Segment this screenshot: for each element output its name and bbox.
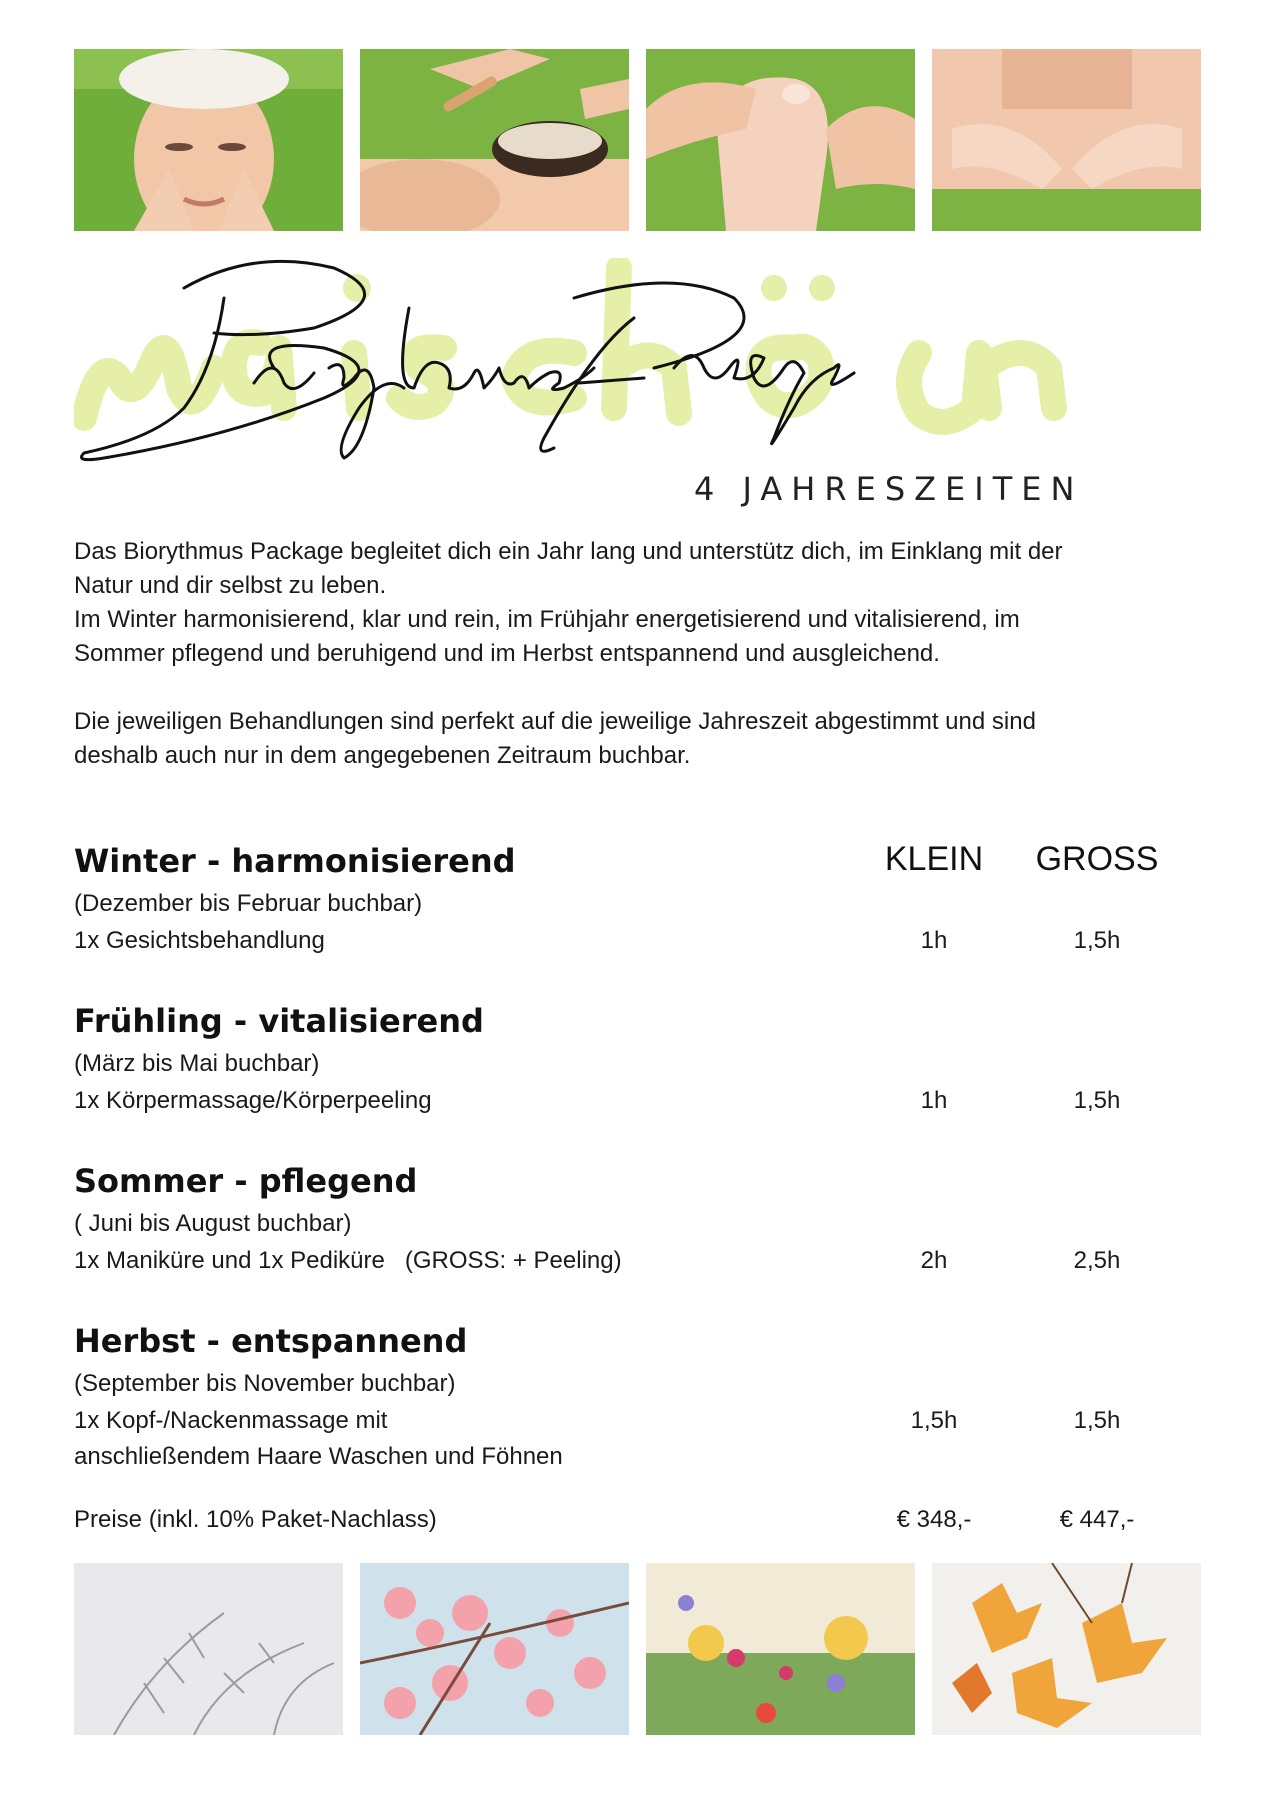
season-period: (September bis November buchbar) — [74, 1370, 456, 1397]
season-treatment-continued: anschließendem Haare Waschen und Föhnen — [74, 1443, 563, 1470]
price-klein: € 348,- — [896, 1506, 972, 1533]
intro-line: Die jeweiligen Behandlungen sind perfekt auf die jeweilige Jahreszeit abgestimmt und sind — [74, 708, 1036, 735]
intro-text — [74, 535, 1201, 773]
duration-klein: 2h — [920, 1247, 948, 1274]
duration-gross: 1,5h — [1073, 927, 1121, 954]
title-block — [74, 258, 1201, 508]
foot-massage-photo — [646, 49, 915, 231]
intro-line: Das Biorythmus Package begleitet dich ein Jahr lang und unterstütz dich, im Einklang mit der — [74, 538, 1063, 565]
facial-massage-photo — [74, 49, 343, 231]
intro-line: Natur und dir selbst zu leben. — [74, 572, 387, 599]
season-spring — [74, 1002, 1201, 1122]
bottom-photo-row — [74, 1563, 1201, 1735]
season-period: (März bis Mai buchbar) — [74, 1050, 320, 1077]
neck-massage-photo — [932, 49, 1201, 231]
top-photo-row — [74, 49, 1201, 231]
season-treatment: 1x Maniküre und 1x Pediküre (GROSS: + Peeling) — [74, 1247, 622, 1274]
frosted-grass-photo — [74, 1563, 343, 1735]
autumn-leaves-photo — [932, 1563, 1201, 1735]
duration-klein: 1h — [920, 1087, 948, 1114]
season-winter — [74, 842, 1201, 962]
duration-klein: 1h — [920, 927, 948, 954]
season-title: Sommer - pflegend — [74, 1162, 418, 1200]
duration-gross: 1,5h — [1073, 1407, 1121, 1434]
season-title: Herbst - entspannend — [74, 1322, 468, 1360]
maischoen-logo-watermark — [74, 258, 1201, 488]
price-label: Preise (inkl. 10% Paket-Nachlass) — [74, 1506, 437, 1533]
intro-line: Im Winter harmonisierend, klar und rein, im Frühjahr energetisierend und vitalisierend, im — [74, 606, 1020, 633]
subtitle: 4 JAHRESZEITEN — [694, 470, 1084, 508]
intro-line: Sommer pflegend und beruhigend und im Herbst entspannend und ausgleichend. — [74, 640, 940, 667]
cherry-blossom-photo — [360, 1563, 629, 1735]
season-autumn — [74, 1322, 1201, 1482]
duration-klein: 1,5h — [910, 1407, 958, 1434]
duration-gross: 2,5h — [1073, 1247, 1121, 1274]
intro-line: deshalb auch nur in dem angegebenen Zeitraum buchbar. — [74, 742, 691, 769]
season-title: Winter - harmonisierend — [74, 842, 516, 880]
salt-scrub-photo — [360, 49, 629, 231]
season-period: (Dezember bis Februar buchbar) — [74, 890, 423, 917]
price-row — [74, 1506, 1201, 1542]
column-header-klein: KLEIN — [884, 840, 984, 878]
wildflower-meadow-photo — [646, 1563, 915, 1735]
duration-gross: 1,5h — [1073, 1087, 1121, 1114]
column-header-gross: GROSS — [1035, 840, 1159, 878]
season-summer — [74, 1162, 1201, 1282]
price-gross: € 447,- — [1059, 1506, 1135, 1533]
season-title: Frühling - vitalisierend — [74, 1002, 484, 1040]
season-treatment: 1x Gesichtsbehandlung — [74, 927, 325, 954]
season-period: ( Juni bis August buchbar) — [74, 1210, 352, 1237]
season-treatment: 1x Körpermassage/Körperpeeling — [74, 1087, 432, 1114]
season-treatment: 1x Kopf-/Nackenmassage mit — [74, 1407, 388, 1434]
